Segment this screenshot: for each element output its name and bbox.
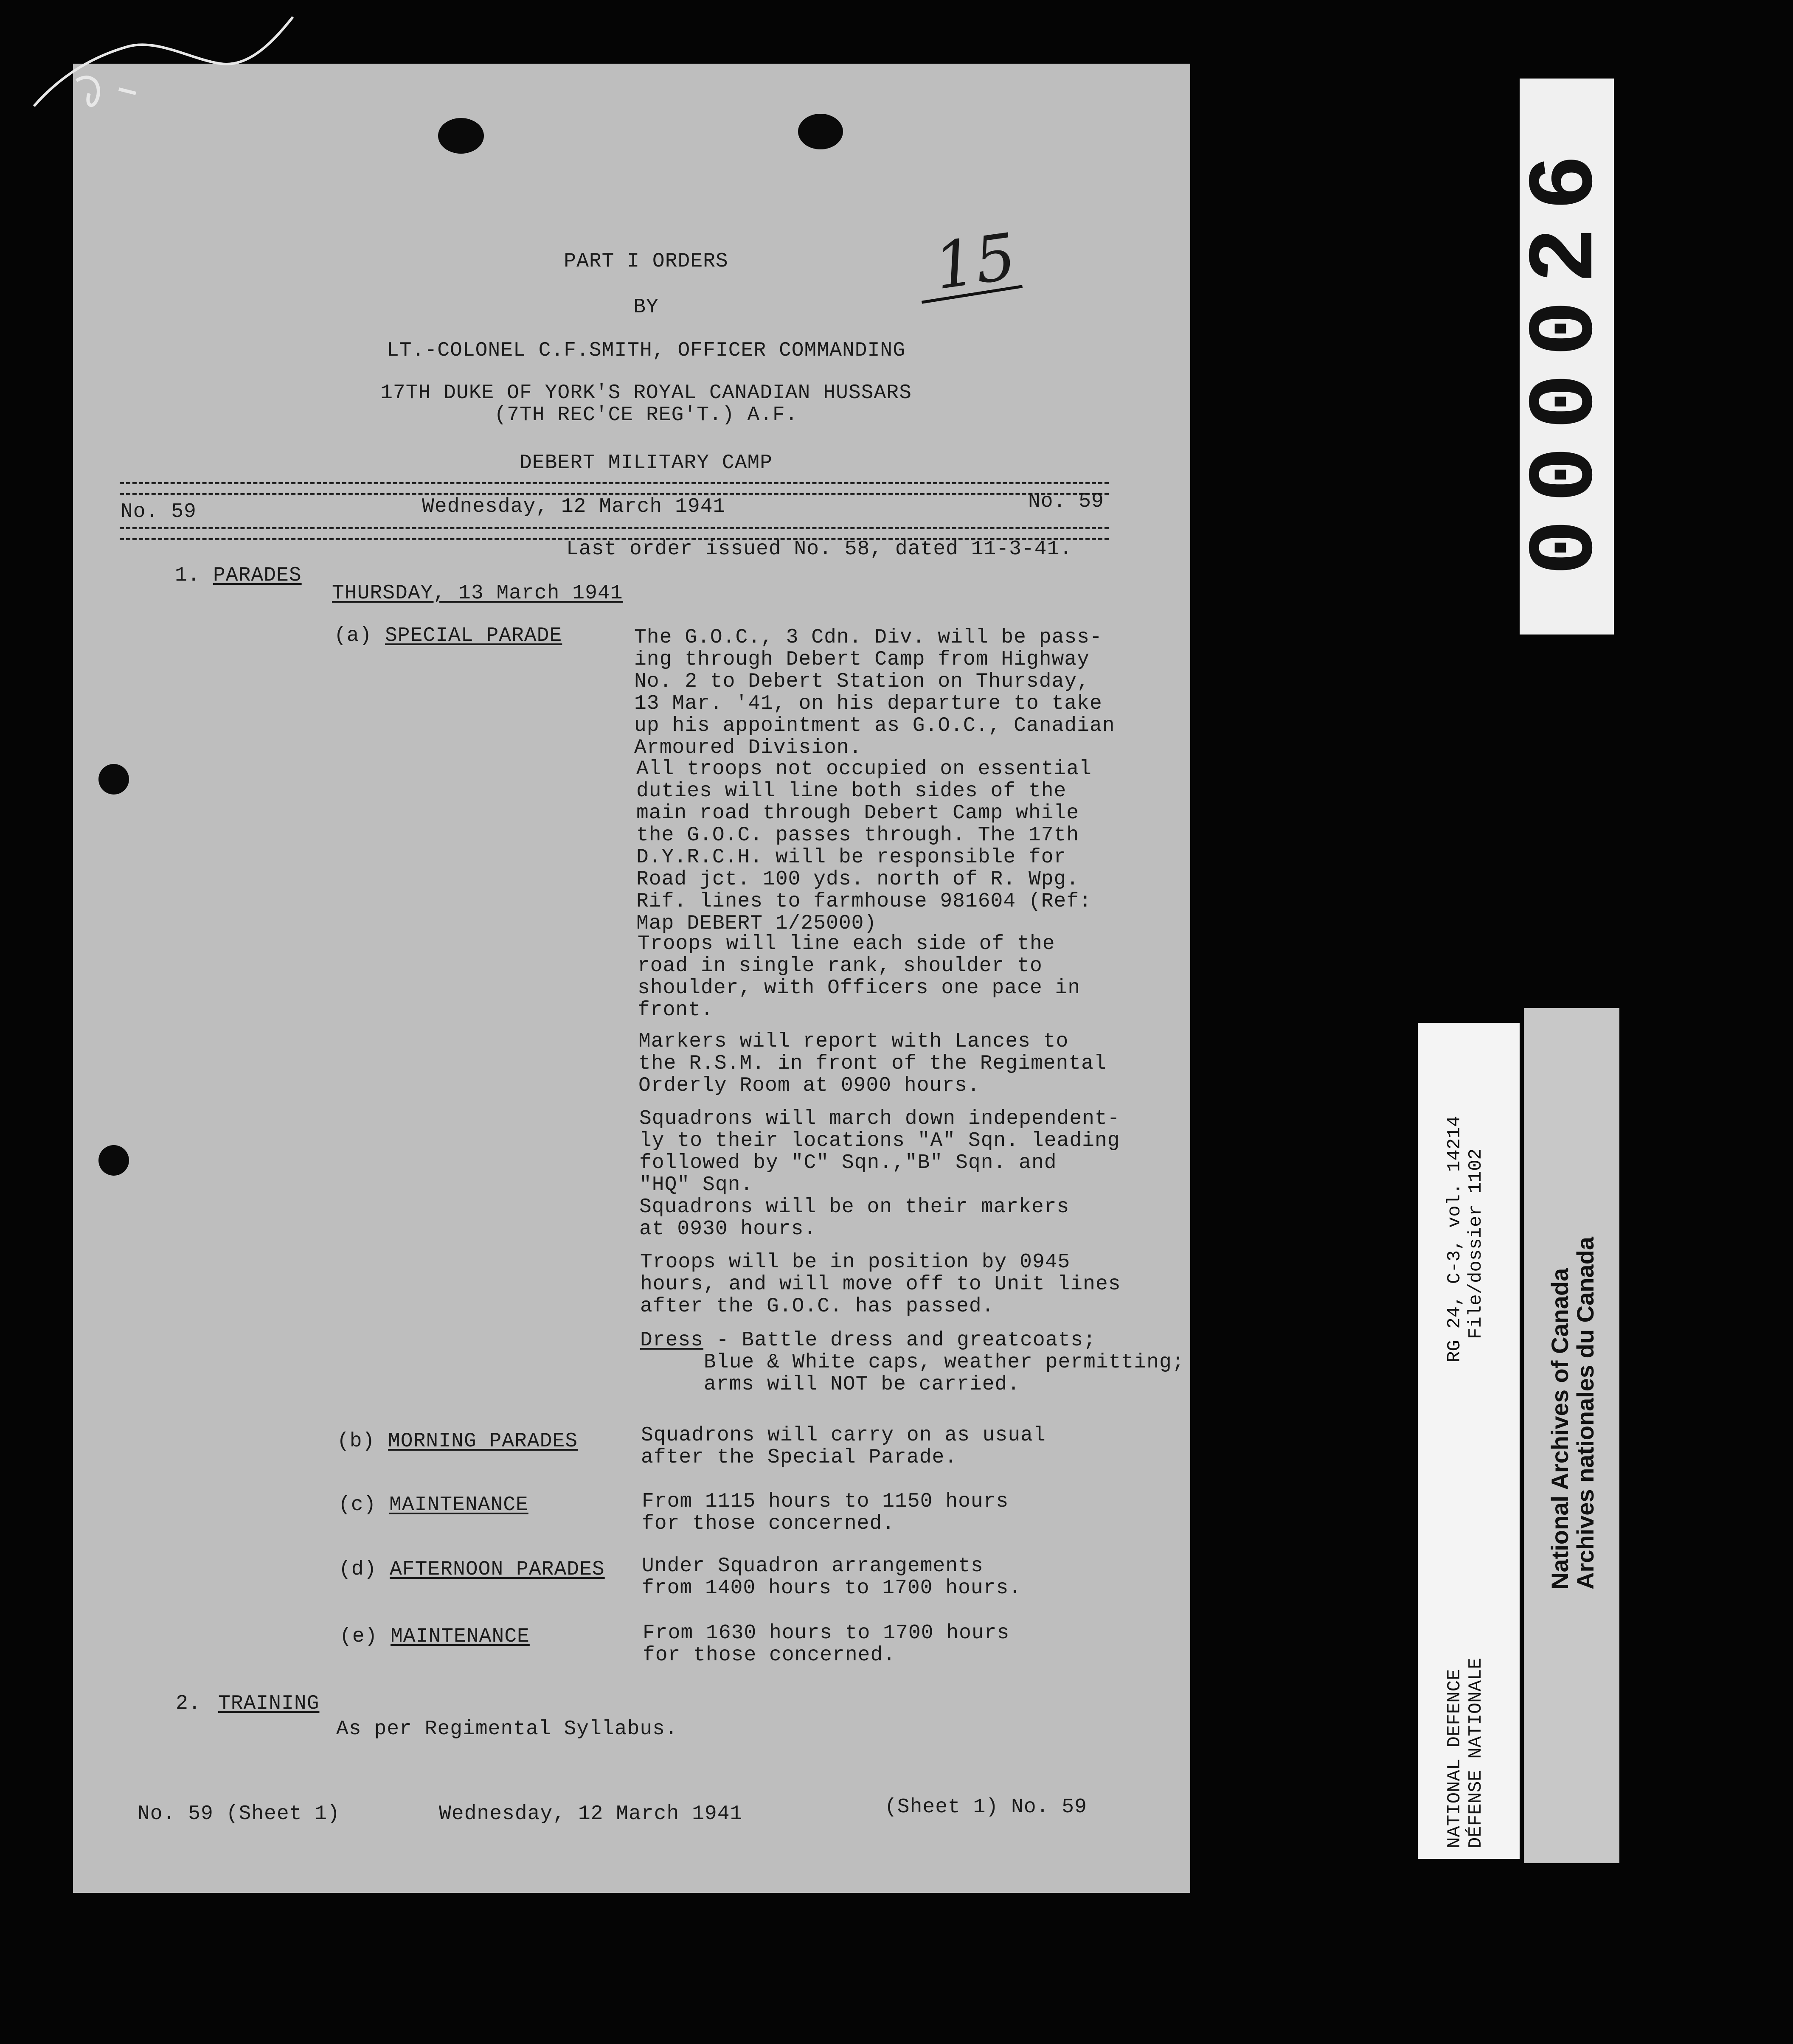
archive-ref-line-1: RG 24, C-3, vol. 14214	[1444, 1116, 1465, 1362]
item-b-title: MORNING PARADES	[388, 1430, 578, 1453]
item-a-paragraph-2: All troops not occupied on essential duties will line both sides of the main road through Debert Camp while the G.O.C. passes through. The 17th D.Y.R.C.H. will be responsible for Road jct. 100 yds. north of R. Wpg. Rif. lines to farmhouse 981604 (Ref: Map DEBERT 1/25000)	[636, 758, 1092, 935]
item-a-title: SPECIAL PARADE	[385, 624, 562, 647]
footer-left: No. 59 (Sheet 1)	[138, 1803, 340, 1825]
order-number-left: No. 59	[121, 500, 197, 523]
order-sheet	[73, 64, 1190, 1893]
unit-name: 17TH DUKE OF YORK'S ROYAL CANADIAN HUSSARS	[380, 382, 912, 404]
camp-name: DEBERT MILITARY CAMP	[519, 452, 773, 474]
frame-number: 000026	[1514, 137, 1620, 576]
archive-name-english: National Archives of Canada	[1546, 1268, 1573, 1589]
item-b-text: Squadrons will carry on as usual after the Special Parade.	[641, 1424, 1046, 1469]
order-number-right: No. 59	[1028, 490, 1104, 513]
section2-number: 2.	[176, 1692, 201, 1715]
last-order-note: Last order issued No. 58, dated 11-3-41.	[566, 538, 1073, 561]
archive-ref-line-2: File/dossier 1102	[1465, 1148, 1487, 1339]
dress-text: - Battle dress and greatcoats; Blue & White caps, weather permitting; arms will NOT be carried.	[704, 1329, 1185, 1396]
item-d-letter: (d)	[339, 1558, 377, 1581]
section1-heading: PARADES	[213, 564, 302, 587]
department-line-2: DÉFENSE NATIONALE	[1465, 1658, 1487, 1848]
unit-subtitle: (7TH REC'CE REG'T.) A.F.	[494, 404, 798, 427]
department-line-1: NATIONAL DEFENCE	[1444, 1669, 1465, 1848]
item-a-paragraph-5: Squadrons will march down independent- ly to their locations "A" Sqn. leading followed by "C" Sqn.,"B" Sqn. and "HQ" Sqn. Squadrons will be on their markers at 0930 hours.	[639, 1107, 1120, 1241]
item-e-letter: (e)	[340, 1625, 378, 1648]
section2-heading: TRAINING	[218, 1692, 320, 1715]
item-a-letter: (a)	[334, 624, 372, 647]
archive-reference-label	[1418, 1023, 1520, 1859]
archive-name-label	[1524, 1008, 1619, 1863]
handwritten-folio-number: 15	[930, 219, 1021, 304]
item-d-text: Under Squadron arrangements from 1400 hours to 1700 hours.	[642, 1555, 1022, 1600]
commanding-officer: LT.-COLONEL C.F.SMITH, OFFICER COMMANDING	[387, 339, 905, 362]
footer-right: (Sheet 1) No. 59	[885, 1796, 1087, 1819]
section1-day: THURSDAY, 13 March 1941	[332, 582, 623, 605]
dress-label: Dress	[640, 1329, 704, 1352]
item-a-paragraph-3: Troops will line each side of the road in single rank, shoulder to shoulder, with Officers one pace in front.	[638, 932, 1081, 1022]
divider-top	[120, 482, 1109, 484]
item-c-title: MAINTENANCE	[389, 1494, 528, 1516]
punch-hole-top-left	[438, 118, 484, 154]
item-c-letter: (c)	[338, 1494, 377, 1516]
punch-hole-left-upper	[98, 764, 129, 795]
divider-bottom	[120, 527, 1109, 529]
item-a-paragraph-4: Markers will report with Lances to the R.S.M. in front of the Regimental Orderly Room at 0900 hours.	[638, 1030, 1107, 1097]
item-b-letter: (b)	[337, 1430, 375, 1453]
section2-text: As per Regimental Syllabus.	[336, 1718, 678, 1741]
item-e-title: MAINTENANCE	[391, 1625, 530, 1648]
punch-hole-left-lower	[98, 1145, 129, 1176]
archive-name-french: Archives nationales du Canada	[1572, 1237, 1599, 1589]
orders-by: BY	[633, 296, 659, 319]
item-a-paragraph-1: The G.O.C., 3 Cdn. Div. will be pass- ing through Debert Camp from Highway No. 2 to Debert Station on Thursday, 13 Mar. '41, on his departure to take up his appointment as G.O.C., Canadian Armoured Division.	[634, 626, 1115, 759]
item-a-paragraph-6: Troops will be in position by 0945 hours, and will move off to Unit lines after the G.O.C. has passed.	[640, 1251, 1121, 1318]
footer-date: Wednesday, 12 March 1941	[439, 1803, 743, 1825]
item-c-text: From 1115 hours to 1150 hours for those concerned.	[642, 1490, 1009, 1535]
punch-hole-top-right	[798, 114, 843, 149]
order-date: Wednesday, 12 March 1941	[422, 495, 726, 518]
item-e-text: From 1630 hours to 1700 hours for those concerned.	[643, 1622, 1010, 1667]
handwritten-check-mark	[30, 8, 301, 119]
frame-number-strip	[1514, 79, 1620, 635]
section1-number: 1.	[175, 564, 200, 587]
item-d-title: AFTERNOON PARADES	[390, 1558, 605, 1581]
orders-title: PART I ORDERS	[564, 250, 728, 273]
